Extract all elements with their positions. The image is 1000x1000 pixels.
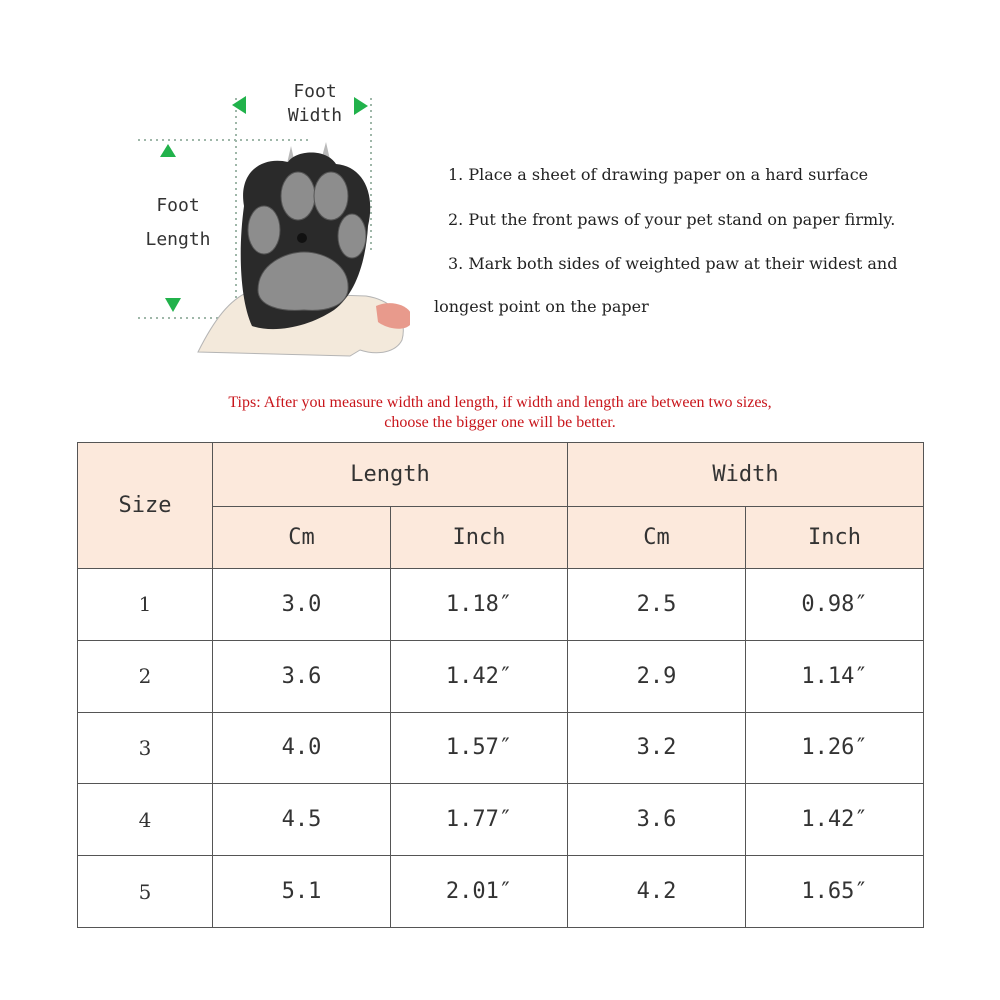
width-inch-cell: 1.65″ bbox=[746, 856, 924, 928]
length-cm-cell: 3.0 bbox=[213, 569, 391, 641]
width-cm-header: Cm bbox=[568, 507, 746, 569]
size-cell: 4 bbox=[78, 784, 213, 856]
length-inch-cell: 1.77″ bbox=[391, 784, 568, 856]
width-header: Width bbox=[568, 443, 924, 507]
foot-width-label-line1: Foot bbox=[293, 81, 337, 102]
tips-line-1: Tips: After you measure width and length, if width and length are between two sizes, bbox=[228, 394, 772, 411]
size-header: Size bbox=[78, 443, 213, 569]
width-inch-cell: 1.26″ bbox=[746, 712, 924, 784]
table-row bbox=[78, 712, 924, 784]
size-cell: 1 bbox=[78, 569, 213, 641]
length-cm-header: Cm bbox=[213, 507, 391, 569]
width-cm-cell: 2.5 bbox=[568, 569, 746, 641]
width-inch-cell: 1.14″ bbox=[746, 640, 924, 712]
foot-width-label bbox=[280, 80, 350, 128]
table-row bbox=[78, 640, 924, 712]
toe-pad-4 bbox=[338, 214, 366, 258]
foot-length-label-line2: Length bbox=[145, 229, 211, 250]
foot-width-label-line2: Width bbox=[287, 105, 343, 126]
length-inch-cell: 1.18″ bbox=[391, 569, 568, 641]
table-header-row bbox=[78, 443, 924, 507]
size-cell: 5 bbox=[78, 856, 213, 928]
width-cm-cell: 4.2 bbox=[568, 856, 746, 928]
length-cm-cell: 4.5 bbox=[213, 784, 391, 856]
foot-length-label bbox=[138, 194, 218, 252]
size-cell: 3 bbox=[78, 712, 213, 784]
toe-pad-2 bbox=[281, 172, 315, 220]
length-arrow-down-icon bbox=[165, 298, 181, 312]
size-chart-table bbox=[77, 442, 924, 928]
length-inch-cell: 2.01″ bbox=[391, 856, 568, 928]
length-cm-cell: 5.1 bbox=[213, 856, 391, 928]
width-inch-cell: 1.42″ bbox=[746, 784, 924, 856]
width-cm-cell: 2.9 bbox=[568, 640, 746, 712]
length-arrow-up-icon bbox=[160, 144, 176, 157]
width-inch-cell: 0.98″ bbox=[746, 569, 924, 641]
center-dot bbox=[297, 233, 307, 243]
foot-length-label-line1: Foot bbox=[156, 195, 200, 216]
table-row bbox=[78, 856, 924, 928]
table-row bbox=[78, 784, 924, 856]
width-cm-cell: 3.6 bbox=[568, 784, 746, 856]
length-inch-cell: 1.57″ bbox=[391, 712, 568, 784]
size-cell: 2 bbox=[78, 640, 213, 712]
toe-pad-3 bbox=[314, 172, 348, 220]
length-inch-header: Inch bbox=[391, 507, 568, 569]
toe-pad-1 bbox=[248, 206, 280, 254]
length-inch-cell: 1.42″ bbox=[391, 640, 568, 712]
instruction-step-3-continued: longest point on the paper bbox=[434, 297, 649, 316]
table-row bbox=[78, 569, 924, 641]
width-arrow-right-icon bbox=[354, 97, 368, 115]
instruction-step-3: 3. Mark both sides of weighted paw at their widest and bbox=[448, 254, 898, 273]
tips-line-2: choose the bigger one will be better. bbox=[384, 414, 616, 431]
width-cm-cell: 3.2 bbox=[568, 712, 746, 784]
length-cm-cell: 3.6 bbox=[213, 640, 391, 712]
width-arrow-left-icon bbox=[232, 96, 246, 114]
instruction-step-1: 1. Place a sheet of drawing paper on a hard surface bbox=[448, 165, 869, 184]
instruction-step-2: 2. Put the front paws of your pet stand on paper firmly. bbox=[448, 210, 896, 229]
length-cm-cell: 4.0 bbox=[213, 712, 391, 784]
width-inch-header: Inch bbox=[746, 507, 924, 569]
length-header: Length bbox=[213, 443, 568, 507]
